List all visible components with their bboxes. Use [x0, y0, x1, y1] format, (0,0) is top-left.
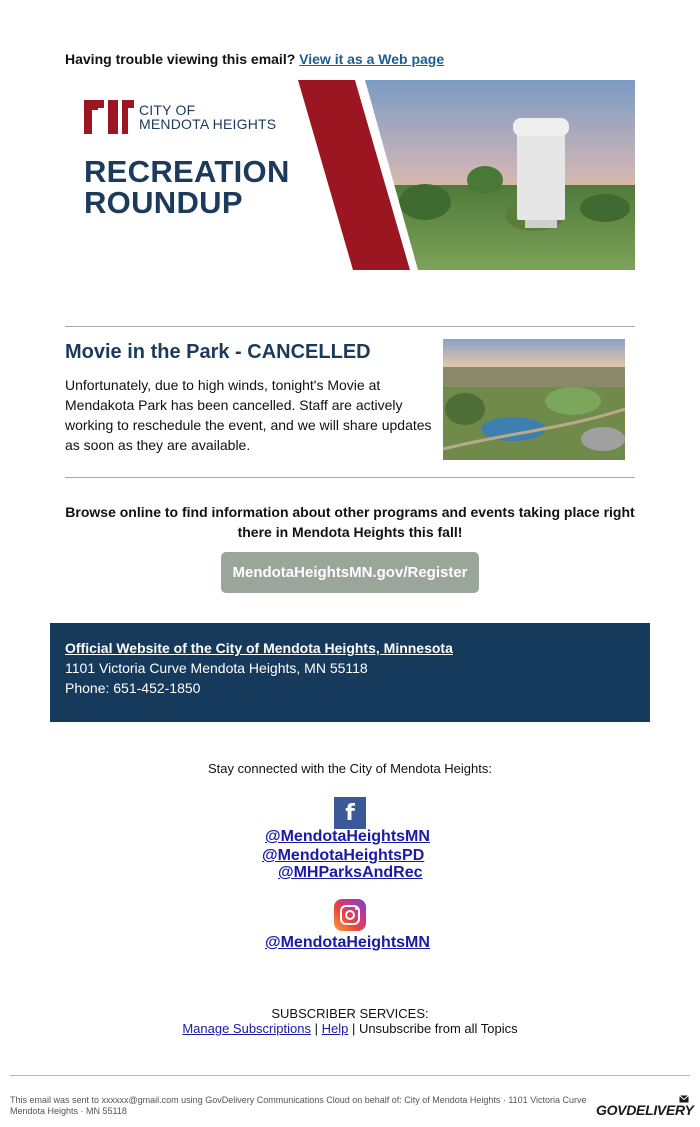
- unsubscribe-all-link[interactable]: Unsubscribe from all Topics: [358, 1021, 518, 1036]
- divider-bottom: [65, 477, 635, 478]
- headline-line-1: RECREATION: [84, 154, 290, 189]
- legal-divider: [10, 1075, 690, 1076]
- help-link[interactable]: Help: [321, 1021, 349, 1036]
- city-logo-icon: [84, 100, 134, 134]
- trouble-text: Having trouble viewing this email?: [65, 51, 296, 67]
- envelope-icon: [679, 1095, 689, 1103]
- city-footer: [50, 623, 650, 722]
- manage-subscriptions-link[interactable]: Manage Subscriptions: [182, 1021, 311, 1036]
- city-name: [139, 103, 276, 131]
- browse-text: Browse online to find information about other programs and events taking place right there in Mendota Heights this fall!: [65, 504, 635, 540]
- park-aerial-photo: [443, 339, 625, 460]
- city-line-1: CITY OF: [139, 102, 196, 118]
- legal-notice: This email was sent to xxxxxx@gmail.com using GovDelivery Communications Cloud on behalf of: City of Mendota Heights · 1101 Victoria Curve Mendota Heights · MN 55118: [10, 1095, 587, 1116]
- city-line-2: MENDOTA HEIGHTS: [139, 116, 277, 132]
- instagram-icon[interactable]: [334, 899, 366, 931]
- story-title: Movie in the Park - CANCELLED: [65, 341, 371, 363]
- divider-top: [65, 326, 635, 327]
- facebook-handle-mendotaheightsmn[interactable]: @MendotaHeightsMN: [265, 828, 430, 845]
- city-phone: Phone: 651-452-1850: [65, 680, 201, 696]
- facebook-handle-mhparksandrec[interactable]: @MHParksAndRec: [278, 864, 423, 881]
- web-view-notice: [65, 51, 444, 67]
- govdelivery-logo: GOVDELIVERY: [596, 1102, 694, 1118]
- subscriber-links: [0, 1021, 700, 1036]
- stay-connected-text: Stay connected with the City of Mendota Heights:: [208, 761, 492, 776]
- city-address: 1101 Victoria Curve Mendota Heights, MN 55118: [65, 660, 368, 676]
- headline-line-2: ROUNDUP: [84, 185, 243, 220]
- subscriber-services-title: SUBSCRIBER SERVICES:: [271, 1006, 429, 1021]
- banner-headline: [84, 156, 290, 218]
- official-website-link[interactable]: Official Website of the City of Mendota Heights, Minnesota: [65, 640, 453, 656]
- separator: |: [348, 1021, 359, 1036]
- register-button[interactable]: MendotaHeightsMN.gov/Register: [221, 552, 479, 593]
- web-page-link[interactable]: View it as a Web page: [299, 51, 445, 67]
- instagram-handle-mendotaheightsmn[interactable]: @MendotaHeightsMN: [265, 934, 430, 951]
- recreation-roundup-banner: [65, 80, 635, 270]
- separator: |: [310, 1021, 322, 1036]
- facebook-icon[interactable]: f: [334, 797, 366, 829]
- facebook-handle-mendotaheightspd[interactable]: @MendotaHeightsPD: [262, 847, 425, 864]
- story-body: Unfortunately, due to high winds, tonight's Movie at Mendakota Park has been cancelled. Staff are actively working to reschedule the event, and we will share updates as soon as they are available.: [65, 377, 432, 453]
